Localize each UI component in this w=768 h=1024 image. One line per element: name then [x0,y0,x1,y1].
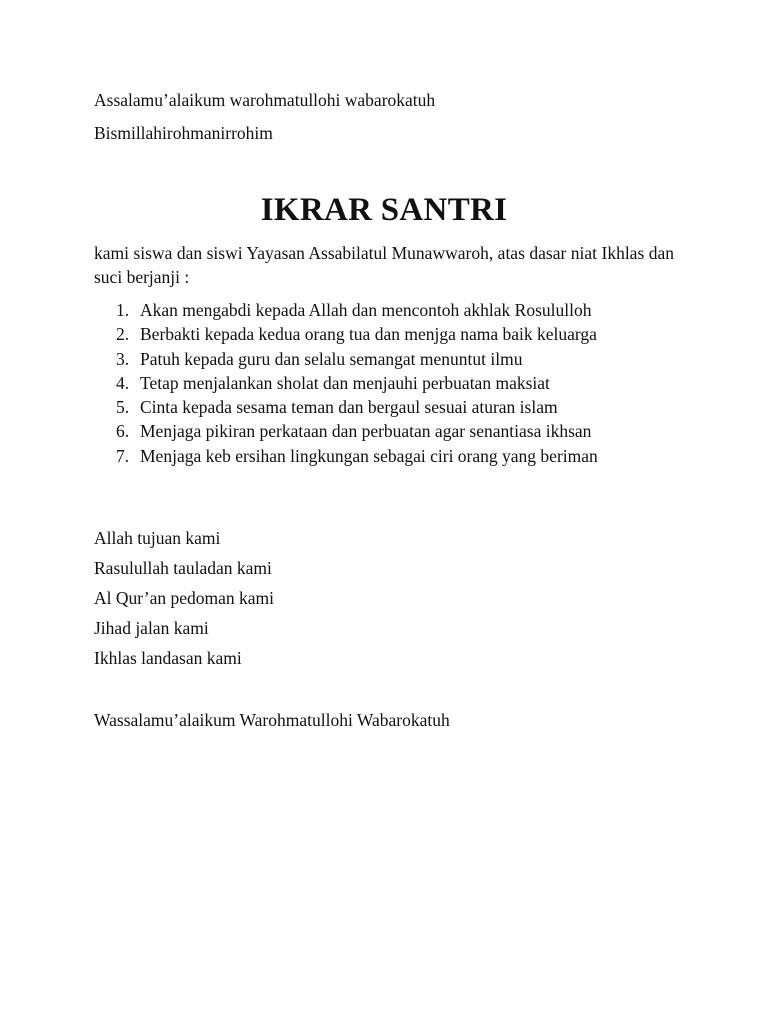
pledge-text: Berbakti kepada kedua orang tua dan menjga nama baik keluarga [140,324,597,345]
pledge-number: 7. [116,445,130,466]
closing-greeting: Wassalamu’alaikum Warohmatullohi Wabarokatuh [94,710,450,730]
intro-paragraph: kami siswa dan siswi Yayasan Assabilatul Munawwaroh, atas dasar niat Ikhlas dan suci berjanji : [94,243,674,287]
motto-line: Ikhlas landasan kami [94,648,242,668]
motto-line: Allah tujuan kami [94,528,221,548]
pledge-number: 2. [116,324,130,345]
basmala-line: Bismillahirohmanirrohim [94,123,273,143]
pledge-text: Cinta kepada sesama teman dan bergaul sesuai aturan islam [140,397,558,418]
pledge-text: Patuh kepada guru dan selalu semangat menuntut ilmu [140,348,523,369]
motto-line: Jihad jalan kami [94,618,209,638]
pledge-item [94,395,674,419]
pledge-text: Tetap menjalankan sholat dan menjauhi perbuatan maksiat [140,372,550,393]
opening-greeting: Assalamu’alaikum warohmatullohi wabarokatuh [94,90,436,110]
pledge-item [94,322,674,346]
pledge-item [94,298,674,322]
pledge-item [94,347,674,371]
pledge-list [94,298,674,468]
motto-line: Al Qur’an pedoman kami [94,588,274,608]
pledge-text: Akan mengabdi kepada Allah dan mencontoh akhlak Rosululloh [140,300,592,320]
pledge-item [94,419,674,443]
pledge-text: Menjaga pikiran perkataan dan perbuatan agar senantiasa ikhsan [140,421,592,442]
pledge-item [94,444,674,468]
pledge-number: 1. [116,300,130,320]
pledge-number: 5. [116,397,130,418]
pledge-item [94,371,674,395]
pledge-number: 6. [116,421,130,442]
document-title: IKRAR SANTRI [260,192,508,228]
motto-line: Rasulullah tauladan kami [94,558,272,578]
pledge-number: 4. [116,372,130,393]
pledge-text: Menjaga keb ersihan lingkungan sebagai ciri orang yang beriman [140,445,598,466]
pledge-number: 3. [116,348,130,369]
